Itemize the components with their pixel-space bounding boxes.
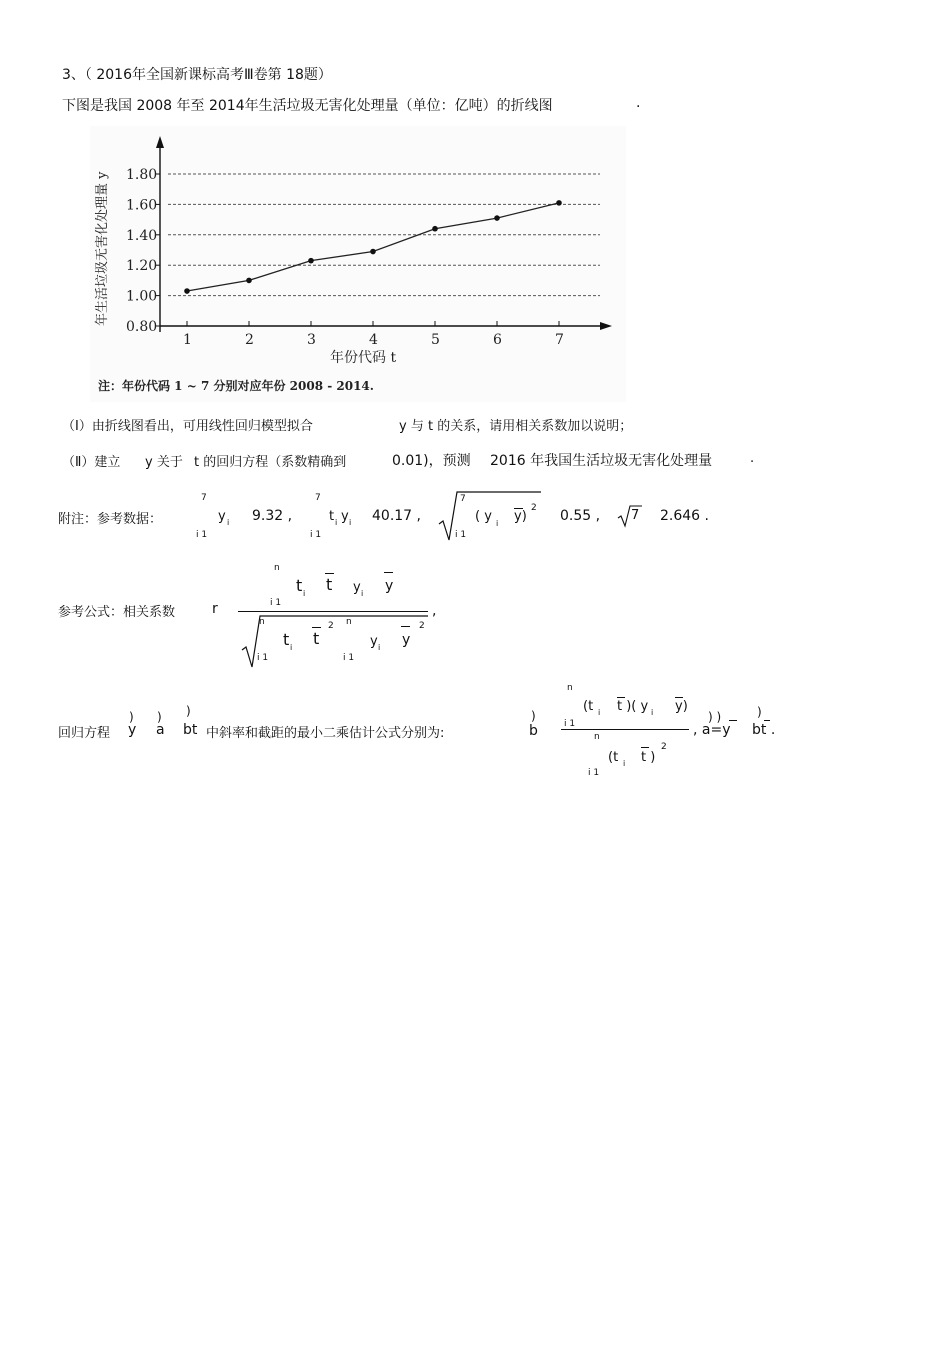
problem-intro-end: . [636,95,641,111]
num-sum-upper: n [274,563,280,573]
data-point [432,226,438,232]
question-2-part-a: （Ⅱ）建立 [62,455,121,470]
num-ybar-overline [384,572,393,573]
den-ybar-overline [401,626,410,627]
formula-r-symbol: r [212,601,218,617]
question-2-part-e: 2016 年我国生活垃圾无害化处理量 [490,453,713,469]
den-t: t [283,630,290,649]
b-den-sum-upper: n [594,732,600,742]
den-y: y [370,634,378,649]
formula-r-label: 参考公式：相关系数 [58,605,176,620]
question-1-part-a: （Ⅰ）由折线图看出，可用线性回归模型拟合 [62,419,313,434]
den-y-sub: i [378,643,381,652]
sum-lower-1: i 1 [196,530,208,540]
b-num-y-sub: i [651,708,654,717]
b-den-t-sub: i [623,759,626,768]
yhat-hat: ) [129,710,134,724]
question-1-part-b: y 与 t 的关系，请用相关系数加以说明； [399,419,633,434]
b-num-sum-lower: i 1 [564,719,576,729]
sqrt7-value: 2.646 . [660,508,709,524]
y-tick-label: 1.80 [126,167,158,183]
b-hat: ) [531,709,536,723]
y-tick-label: 1.60 [126,197,158,214]
den-sum1-lower: i 1 [257,653,269,663]
sqrt-ybar: y) [514,509,527,524]
chart-figure [90,126,626,402]
sum-ty-y: y [341,509,349,524]
ahat: a [156,722,165,738]
b-num-end: y) [675,699,688,714]
y-tick-label: 1.40 [126,227,158,244]
den-tbar-overline [312,627,321,628]
problem-header: 3、（ 2016年全国新课标高考Ⅲ卷第 18题） [62,67,332,83]
a-eq-hats: ) ) [708,710,722,724]
x-tick-label: 2 [245,332,254,348]
line-chart [90,126,626,402]
b-num-rest: t )( y [617,699,649,714]
regression-text: 中斜率和截距的最小二乘估计公式分别为: [206,726,445,741]
x-tick-label: 5 [431,332,440,348]
b-num-t-sub: i [598,708,601,717]
y-axis-arrow [156,136,164,148]
series-line [187,203,559,291]
sqrt-square: 2 [531,503,537,513]
den-t-square: 2 [328,621,334,631]
x-tick-label: 1 [183,332,192,348]
sum-y-subscript: i [227,518,230,527]
sum-ty-y-sub: i [349,518,352,527]
y-axis-label: 年生活垃圾无害化处理量 y [95,171,110,326]
num-t: t [296,576,303,595]
num-y: y [353,580,361,595]
b-den-tbar-overline [641,747,649,748]
yhat: y [128,722,137,738]
sqrt7-arg: 7 [631,508,640,523]
data-point [184,288,190,294]
y-tick-label: 1.20 [126,258,158,275]
sum-upper-1: 7 [201,493,207,503]
sum-ty-t-sub: i [335,518,338,527]
reference-label: 附注：参考数据： [58,512,163,527]
x-tick-label: 4 [369,332,378,348]
den-tbar: t [313,629,320,648]
y-tick-label: 0.80 [126,319,158,335]
regression-label: 回归方程 [58,726,111,741]
den-ybar: y [402,632,411,648]
b-den-rest: t ) [641,750,656,765]
x-axis-label: 年份代码 t [330,350,397,366]
b-fraction-bar [561,729,689,730]
ahat-hat: ) [157,710,162,724]
b-den-t: (t [608,750,619,765]
sum-ty-value: 40.17 , [372,508,421,524]
bhat-hat: ) [186,704,191,718]
b-den-square: 2 [661,742,667,752]
num-t-sub: i [303,589,306,598]
data-point [246,278,252,284]
a-ybar-overline [729,720,737,721]
den-sum1-upper: n [259,617,265,627]
data-point [308,258,314,264]
num-y-sub: i [361,589,364,598]
a-eq: , a=y [693,722,731,738]
sqrt-sum-lower: i 1 [455,530,467,540]
b-den-sum-lower: i 1 [588,768,600,778]
sum-lower-2: i 1 [310,530,322,540]
question-2-part-c: t 的回归方程（系数精确到 [194,455,347,470]
x-tick-label: 6 [493,332,502,348]
num-tbar-overline [325,573,334,574]
a-tbar-overline [764,720,770,721]
b-num-ybar-overline [675,697,683,698]
b-num-sum-upper: n [567,683,573,693]
chart-note: 注：年份代码 1 ~ 7 分别对应年份 2008 - 2014. [98,379,374,393]
sqrt-sum-upper: 7 [460,494,466,504]
data-point [556,200,562,206]
sum-y-symbol: y [218,509,226,524]
bt: bt [183,722,198,738]
y-tick-label: 1.00 [126,288,158,305]
x-tick-label: 7 [555,332,564,348]
formula-r-comma: , [432,603,437,619]
question-2-part-b: y 关于 [145,455,183,470]
data-point [370,249,376,255]
den-sum2-lower: i 1 [343,653,355,663]
num-tbar: t [326,575,333,594]
b-num-t: (t [583,699,594,714]
den-t-sub: i [290,643,293,652]
sqrt-body-sub: i [496,519,499,528]
b-num-tbar-overline [617,697,625,698]
a-bt: bt . [752,722,776,738]
b-symbol: b [529,723,538,739]
num-sum-lower: i 1 [270,598,282,608]
question-2-end: . [750,451,755,466]
sqrt-value: 0.55 , [560,508,601,524]
x-tick-label: 3 [307,332,316,348]
problem-intro: 下图是我国 2008 年至 2014年生活垃圾无害化处理量（单位：亿吨）的折线图 [62,98,553,114]
a-bt-hat: ) [757,705,762,719]
x-axis-arrow [600,322,612,330]
den-y-square: 2 [419,621,425,631]
sum-y-value: 9.32 , [252,508,293,524]
num-ybar: y [385,578,394,594]
den-sum2-upper: n [346,617,352,627]
sum-upper-2: 7 [315,493,321,503]
question-2-part-d: 0.01)，预测 [392,453,471,469]
data-point [494,215,500,221]
sqrt-body: ( y [475,509,492,524]
sum-ty-t: t [329,509,335,524]
